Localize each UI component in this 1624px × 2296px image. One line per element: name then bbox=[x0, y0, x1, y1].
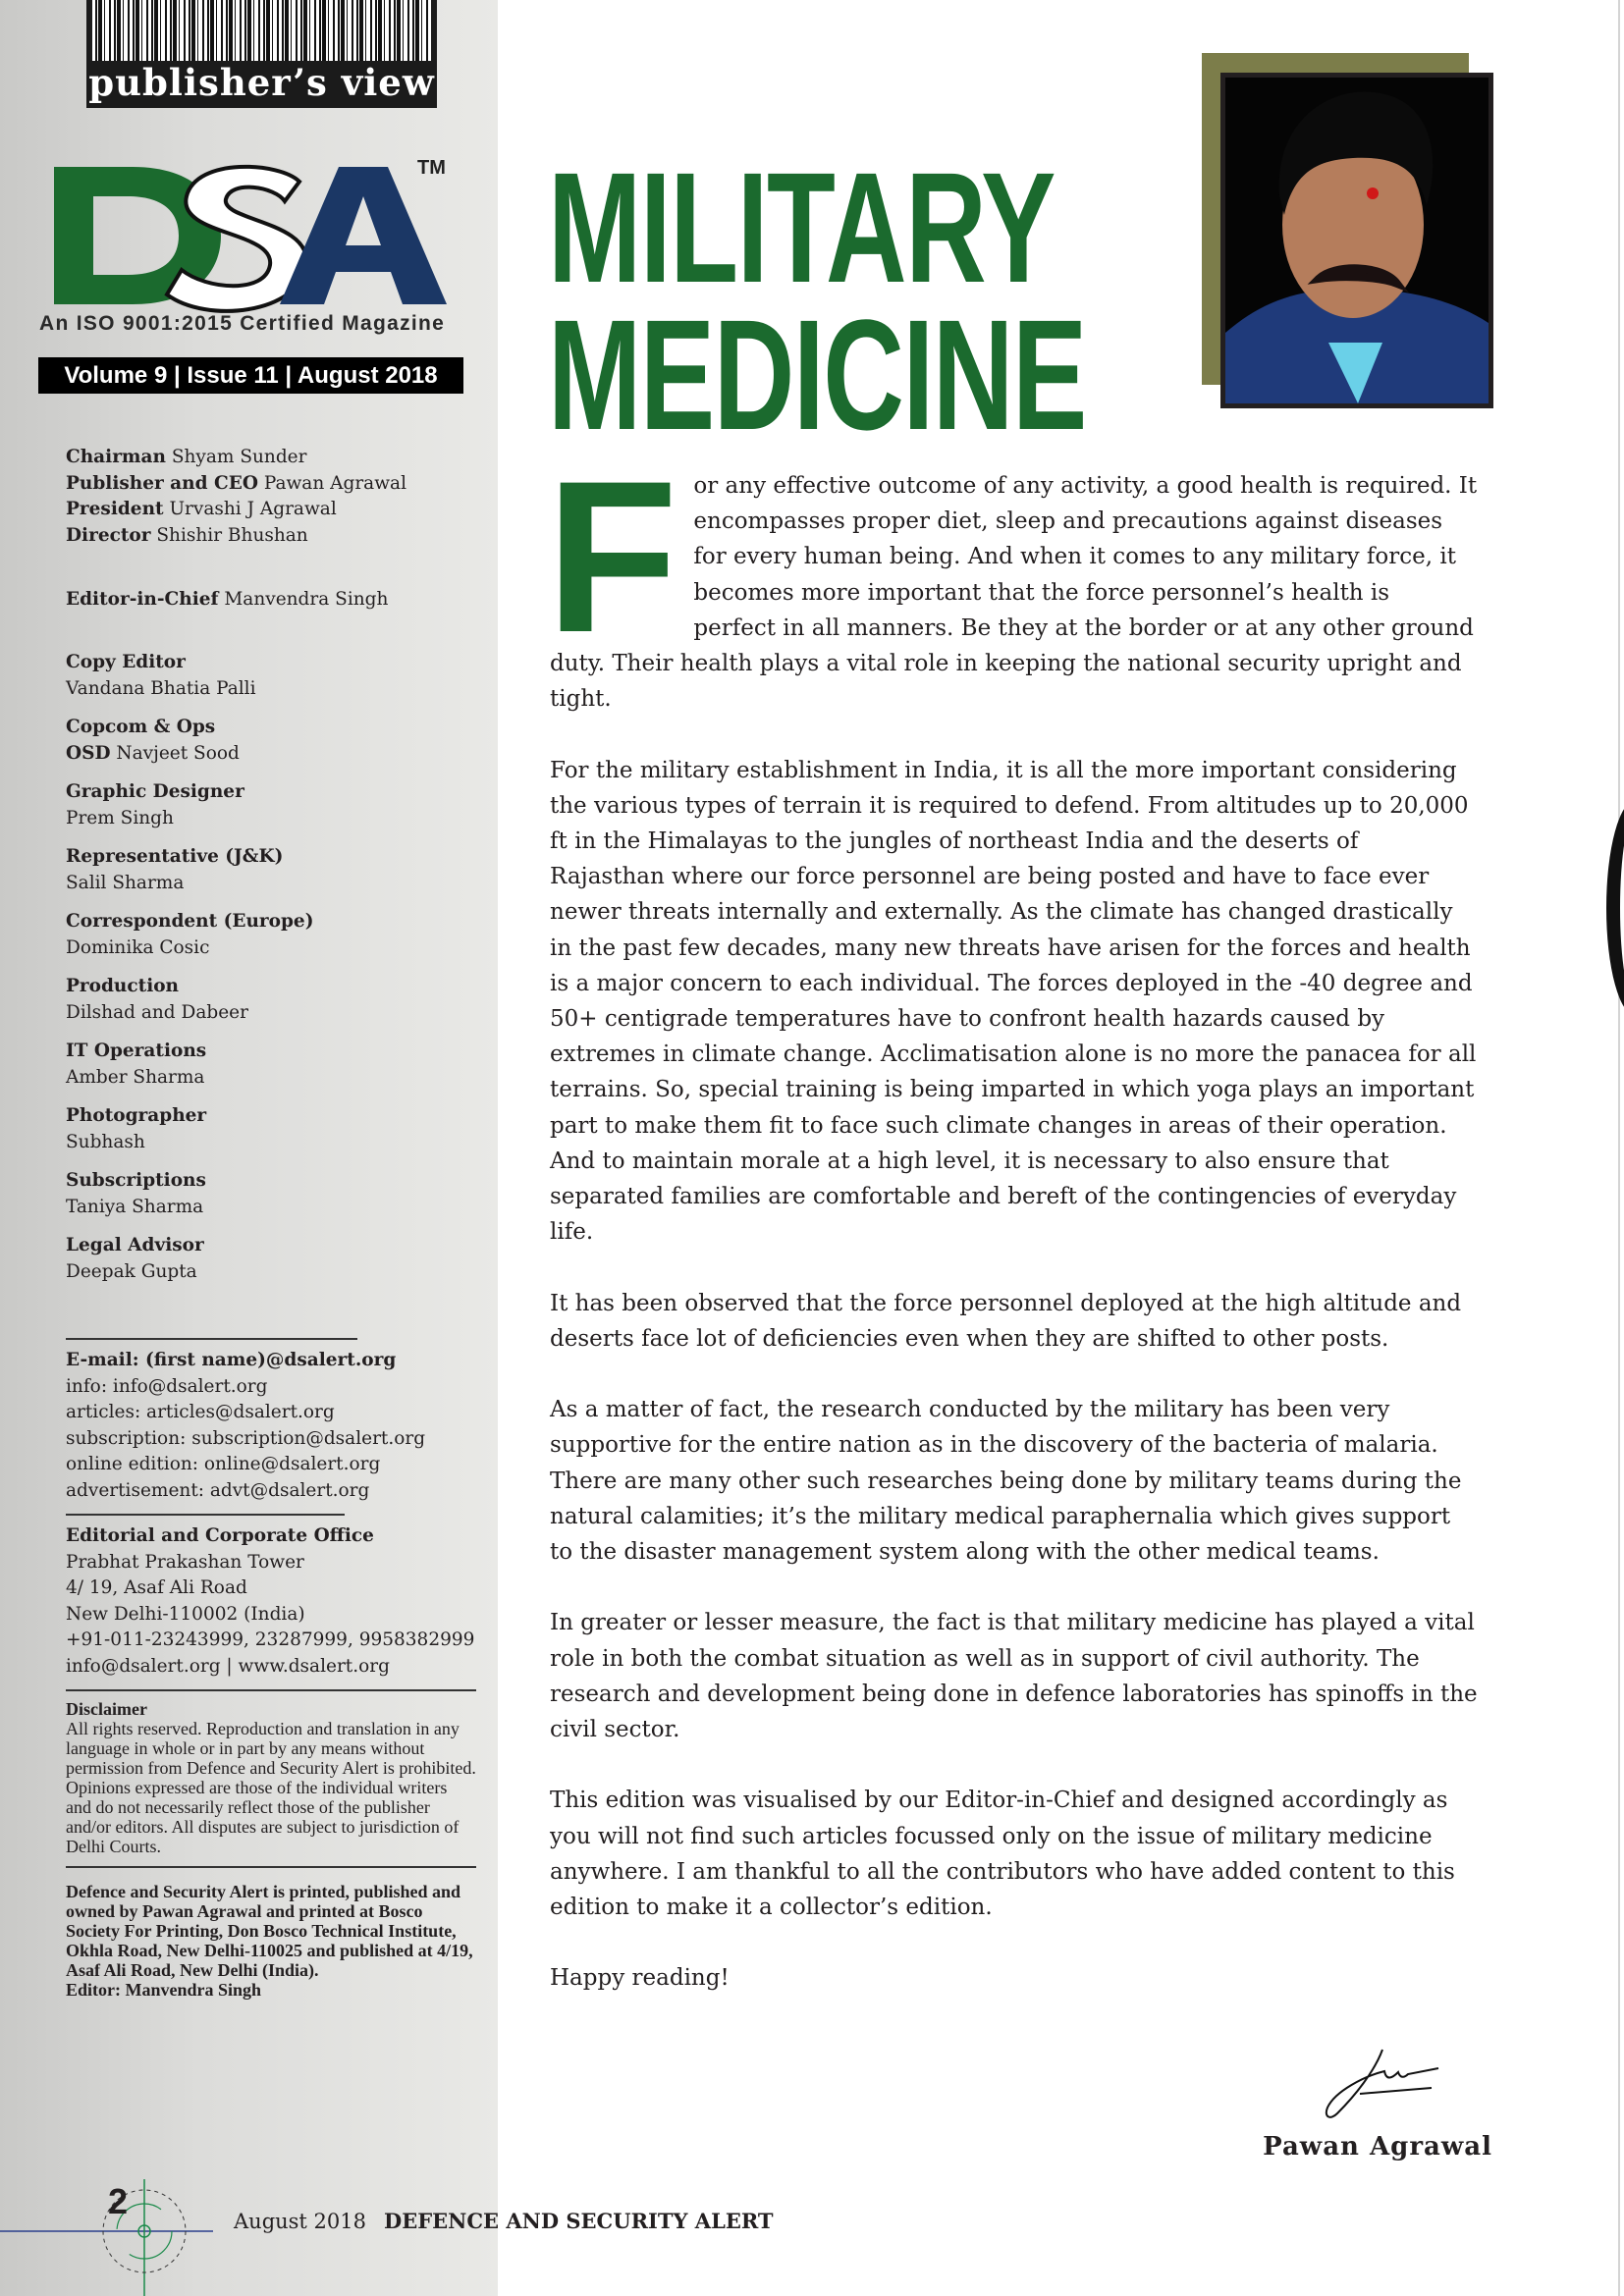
tab-marker-arc bbox=[1606, 800, 1624, 1016]
credit-item: Representative (J&K) Salil Sharma bbox=[66, 846, 284, 893]
dsa-logo bbox=[49, 152, 452, 314]
article-paragraph: For the military establishment in India, it is all the more important considering the various types of terrain it is required to defend. From altitudes up to 20,000 ft in the Himalayas to the jungles of northeast India and the deserts of Rajasthan where our force personnel are being posted and have to face ever newer threats internally and externally. As the climate has changed drastically in the past few decades, many new threats have arisen for the forces and health is a major concern to each individual. The forces deployed in the -40 degree and 50+ centigrade temperatures have to confront health hazards caused by extremes in climate change. Acclimatisation alone is no more the panacea for all terrains. So, special training is being imparted in which yoga plays an important part to make them fit to face such climate changes in areas of their operation. And to maintain morale at a high level, it is necessary to also ensure that separated families are comfortable and bereft of the contingencies of everyday life. bbox=[550, 757, 1477, 1246]
article-paragraph: For any effective outcome of any activity, a good health is required. It encompasses proper diet, sleep and precautions against diseases for every human being. And when it comes to any military force, it becomes more important that the force personnel’s health is perfect in all manners. Be they at the border or at any other ground duty. Their health plays a vital role in keeping the national security upright and tight. bbox=[546, 436, 1478, 713]
crosshair-icon bbox=[0, 2160, 226, 2296]
page-footer bbox=[234, 2209, 774, 2233]
disclaimer-text: All rights reserved. Reproduction and translation in any language in whole or in part by any means without permission from Defence and Security Alert is prohibited. Opinions expressed are those of the individual writers and do not necessarily reflect those of the publisher and/or editors. All disputes are subject to jurisdiction of Delhi Courts. bbox=[66, 1719, 476, 1856]
credit-item: Graphic Designer Prem Singh bbox=[66, 781, 244, 828]
footer-publication: DEFENCE AND SECURITY ALERT bbox=[384, 2209, 774, 2233]
masthead-sidebar bbox=[0, 0, 498, 2296]
credit-item: Photographer Subhash bbox=[66, 1105, 207, 1152]
disclaimer-block bbox=[66, 1689, 476, 1866]
email-line[interactable]: info: info@dsalert.org bbox=[66, 1375, 268, 1397]
certification-text: An ISO 9001:2015 Certified Magazine bbox=[39, 312, 446, 335]
office-line: +91-011-23243999, 23287999, 9958382999 bbox=[66, 1629, 475, 1650]
page-number: 2 bbox=[108, 2181, 129, 2221]
sidebar-lower bbox=[66, 1338, 478, 2009]
credit-item: Subscriptions Taniya Sharma bbox=[66, 1170, 206, 1217]
trademark-mark: TM bbox=[417, 157, 446, 179]
barcode-icon bbox=[92, 0, 431, 61]
credit-item: Copcom & Ops OSD Navjeet Sood bbox=[66, 717, 240, 764]
article-paragraph: As a matter of fact, the research conducted by the military has been very supportive for the entire nation as in the discovery of the bacteria of malaria. There are many other such researches being done by military teams during the natural calamities; it’s the military medical paraphernalia which gives support to the disaster management system along with the other medical teams. bbox=[550, 1397, 1462, 1566]
email-line[interactable]: articles: articles@dsalert.org bbox=[66, 1402, 335, 1422]
disclaimer-heading: Disclaimer bbox=[66, 1699, 147, 1719]
email-line[interactable]: advertisement: advt@dsalert.org bbox=[66, 1479, 370, 1501]
closing-line: Happy reading! bbox=[550, 1965, 730, 1992]
article-paragraph: In greater or lesser measure, the fact is that military medicine has played a vital role in both the combat situation as well as in support of civil authority. The research and development being done in defence laboratories has spinoffs in the civil sector. bbox=[550, 1610, 1478, 1743]
article-paragraph: It has been observed that the force personnel deployed at the high altitude and deserts face lot of deficiencies even when they are shifted to other posts. bbox=[550, 1290, 1462, 1352]
credit-item: Legal Advisor Deepak Gupta bbox=[66, 1235, 204, 1282]
staff-item: Chairman Shyam Sunder bbox=[66, 447, 307, 467]
office-block: Editorial and Corporate Office Prabhat Prakashan Tower 4/ 19, Asaf Ali Road New Delhi-110002 (India) +91-011-23243999, 23287999, 9958382999 info@dsalert.org | www.dsalert.org bbox=[66, 1514, 345, 1689]
staff-item: Director Shishir Bhushan bbox=[66, 524, 308, 546]
staff-item: Publisher and CEO Pawan Agrawal bbox=[66, 472, 406, 494]
imprint-text: Defence and Security Alert is printed, published and owned by Pawan Agrawal and printed at Bosco Society For Printing, Don Bosco Technical Institute, Okhla Road, New Delhi-110025 and published at 4/19, Asaf Ali Road, New Delhi (India). bbox=[66, 1882, 473, 1980]
imprint-block bbox=[66, 1866, 476, 2009]
publisher-photo bbox=[1220, 73, 1493, 408]
article-paragraph: This edition was visualised by our Editor-in-Chief and designed accordingly as you will not find such articles focussed only on the issue of military medicine anywhere. I am thankful to all the contributors who have added content to this edition to make it a collector’s edition. bbox=[550, 1788, 1455, 1921]
credit-item: IT Operations Amber Sharma bbox=[66, 1041, 207, 1088]
imprint-editor: Editor: Manvendra Singh bbox=[66, 1980, 262, 2000]
office-line: New Delhi-110002 (India) bbox=[66, 1603, 305, 1625]
office-line: info@dsalert.org | www.dsalert.org bbox=[66, 1655, 390, 1677]
signature-image bbox=[1316, 2047, 1473, 2120]
title-line: MEDICINE bbox=[548, 287, 1086, 462]
contact-block: E-mail: (first name)@dsalert.org info: info@dsalert.org articles: articles@dsalert.org subscription: subscription@dsalert.org online edition: online@dsalert.org advertisement: advt@dsalert.org bbox=[66, 1338, 357, 1514]
email-line[interactable]: online edition: online@dsalert.org bbox=[66, 1454, 381, 1474]
portrait-image bbox=[1225, 78, 1489, 403]
article-title bbox=[548, 139, 1086, 462]
section-label: publisher’s view bbox=[88, 61, 435, 104]
office-line: 4/ 19, Asaf Ali Road bbox=[66, 1577, 247, 1598]
editor-in-chief: Editor-in-Chief Manvendra Singh bbox=[66, 589, 389, 610]
office-line: Prabhat Prakashan Tower bbox=[66, 1551, 304, 1573]
staff-list bbox=[66, 445, 406, 549]
title-line: MILITARY bbox=[548, 139, 1055, 315]
barcode-banner bbox=[86, 0, 437, 108]
drop-cap: F bbox=[546, 436, 678, 677]
signatory-name: Pawan Agrawal bbox=[1263, 2132, 1492, 2162]
page-edge bbox=[1618, 0, 1620, 2296]
staff-item: President Urvashi J Agrawal bbox=[66, 499, 337, 519]
email-line[interactable]: subscription: subscription@dsalert.org bbox=[66, 1427, 426, 1449]
credit-item: Correspondent (Europe) Dominika Cosic bbox=[66, 911, 314, 958]
credit-item: Copy Editor Vandana Bhatia Palli bbox=[66, 652, 256, 699]
footer-date: August 2018 bbox=[234, 2210, 366, 2233]
article-body bbox=[546, 436, 1478, 2032]
credits-list bbox=[66, 650, 313, 1298]
credit-item: Production Dilshad and Dabeer bbox=[66, 976, 248, 1023]
issue-banner: Volume 9 | Issue 11 | August 2018 bbox=[38, 357, 463, 394]
